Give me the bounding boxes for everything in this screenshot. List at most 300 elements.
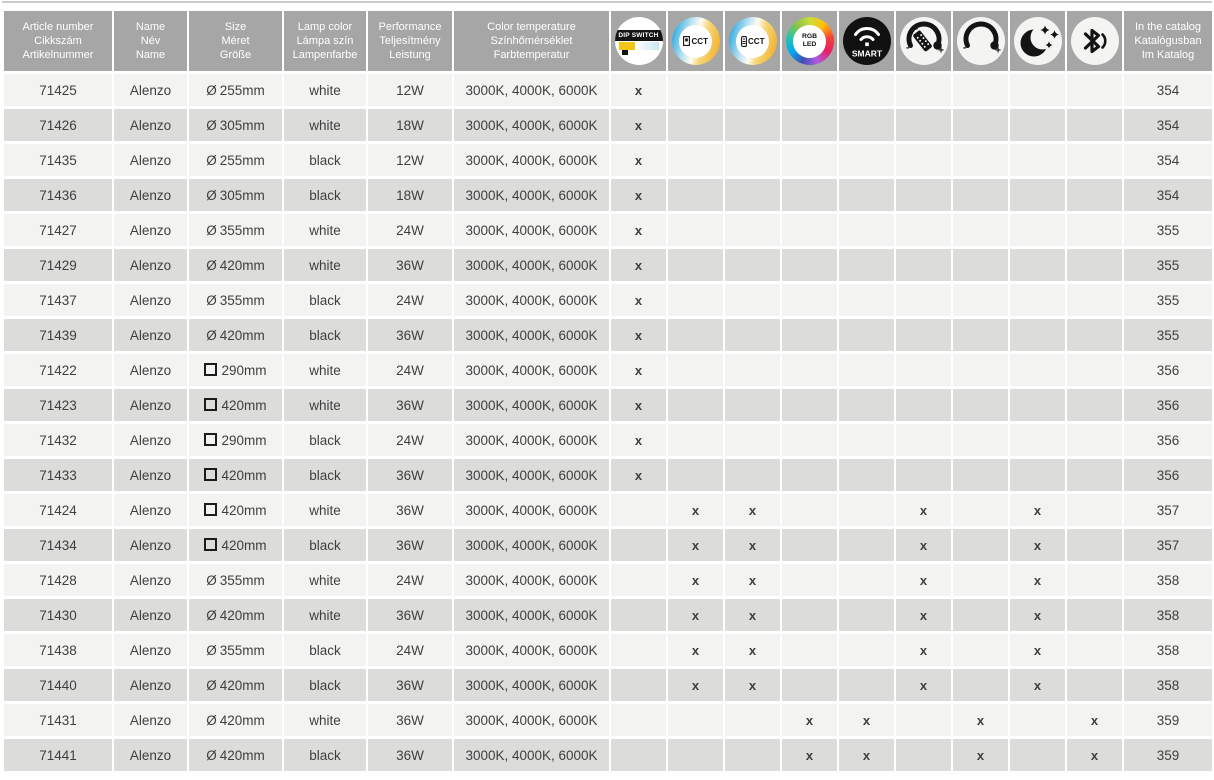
catalog-page-cell: 355 xyxy=(1124,249,1212,281)
dip-switch-icon: DIP SWITCH xyxy=(615,17,663,65)
column-header-lamp_color: Lamp color Lámpa szín Lampenfarbe xyxy=(284,11,366,71)
feature-cell-dip_switch xyxy=(611,599,666,631)
performance-cell: 36W xyxy=(368,704,452,736)
diameter-symbol: Ø xyxy=(206,117,217,133)
table-row xyxy=(4,144,1212,176)
feature-cell-cct_wall_switch xyxy=(668,109,723,141)
feature-mark-dip_switch: x xyxy=(611,459,666,491)
table-row xyxy=(4,74,1212,106)
feature-cell-night_light xyxy=(1010,284,1065,316)
feature-cell-cct_wall_switch xyxy=(668,459,723,491)
feature-cell-dimming xyxy=(953,249,1008,281)
size-cell: 420mm xyxy=(189,459,282,491)
feature-cell-rgb_led xyxy=(782,424,837,456)
table-row xyxy=(4,529,1212,561)
feature-cell-night_light xyxy=(1010,249,1065,281)
product-table xyxy=(2,8,1214,774)
feature-cell-cct_remote xyxy=(725,424,780,456)
feature-cell-night_light xyxy=(1010,74,1065,106)
article-number-cell: 71422 xyxy=(4,354,112,386)
feature-cell-dimming xyxy=(953,109,1008,141)
feature-cell-cct_wall_switch xyxy=(668,424,723,456)
product-name-cell: Alenzo xyxy=(114,354,187,386)
diameter-symbol: Ø xyxy=(206,572,217,588)
feature-cell-bluetooth xyxy=(1067,319,1122,351)
lamp-color-cell: black xyxy=(284,284,366,316)
feature-cell-cct_wall_switch xyxy=(668,284,723,316)
diameter-symbol: Ø xyxy=(206,187,217,203)
size-cell: Ø 420mm xyxy=(189,319,282,351)
product-name-cell: Alenzo xyxy=(114,179,187,211)
feature-mark-cct_remote: x xyxy=(725,494,780,526)
square-shape-icon xyxy=(204,503,217,516)
size-cell: Ø 355mm xyxy=(189,284,282,316)
catalog-page-cell: 355 xyxy=(1124,284,1212,316)
feature-mark-cct_remote: x xyxy=(725,599,780,631)
catalog-page-cell: 354 xyxy=(1124,144,1212,176)
article-number-cell: 71423 xyxy=(4,389,112,421)
diameter-symbol: Ø xyxy=(206,607,217,623)
column-header-cct_remote xyxy=(725,11,780,71)
color-temperature-cell: 3000K, 4000K, 6000K xyxy=(454,424,609,456)
size-cell: 290mm xyxy=(189,424,282,456)
remote-dimmer-icon xyxy=(900,17,948,65)
color-temperature-cell: 3000K, 4000K, 6000K xyxy=(454,389,609,421)
feature-cell-rgb_led xyxy=(782,529,837,561)
feature-cell-night_light xyxy=(1010,214,1065,246)
feature-cell-smart xyxy=(839,249,894,281)
smart-wifi-icon xyxy=(843,17,891,65)
performance-cell: 36W xyxy=(368,739,452,771)
product-name-cell: Alenzo xyxy=(114,634,187,666)
size-cell: Ø 420mm xyxy=(189,249,282,281)
feature-cell-dimming xyxy=(953,424,1008,456)
color-temperature-cell: 3000K, 4000K, 6000K xyxy=(454,319,609,351)
lamp-color-cell: white xyxy=(284,599,366,631)
feature-cell-cct_remote xyxy=(725,249,780,281)
article-number-cell: 71429 xyxy=(4,249,112,281)
feature-cell-bluetooth xyxy=(1067,249,1122,281)
feature-mark-dip_switch: x xyxy=(611,249,666,281)
feature-mark-remote_dimming: x xyxy=(896,494,951,526)
feature-mark-night_light: x xyxy=(1010,529,1065,561)
performance-cell: 36W xyxy=(368,599,452,631)
performance-cell: 18W xyxy=(368,179,452,211)
feature-mark-dip_switch: x xyxy=(611,284,666,316)
feature-cell-dimming xyxy=(953,74,1008,106)
table-body xyxy=(4,74,1212,771)
feature-mark-night_light: x xyxy=(1010,669,1065,701)
feature-cell-dip_switch xyxy=(611,494,666,526)
diameter-symbol: Ø xyxy=(206,642,217,658)
article-number-cell: 71437 xyxy=(4,284,112,316)
color-temperature-cell: 3000K, 4000K, 6000K xyxy=(454,739,609,771)
square-shape-icon xyxy=(204,433,217,446)
color-temperature-cell: 3000K, 4000K, 6000K xyxy=(454,494,609,526)
feature-mark-dip_switch: x xyxy=(611,109,666,141)
feature-cell-bluetooth xyxy=(1067,214,1122,246)
size-cell: Ø 255mm xyxy=(189,144,282,176)
lamp-color-cell: white xyxy=(284,109,366,141)
feature-cell-bluetooth xyxy=(1067,144,1122,176)
color-temperature-cell: 3000K, 4000K, 6000K xyxy=(454,214,609,246)
feature-cell-dimming xyxy=(953,494,1008,526)
diameter-symbol: Ø xyxy=(206,82,217,98)
feature-cell-dip_switch xyxy=(611,704,666,736)
feature-cell-cct_wall_switch xyxy=(668,319,723,351)
lamp-color-cell: black xyxy=(284,144,366,176)
table-row xyxy=(4,354,1212,386)
catalog-page-cell: 356 xyxy=(1124,459,1212,491)
diameter-symbol: Ø xyxy=(206,327,217,343)
feature-mark-dip_switch: x xyxy=(611,214,666,246)
feature-cell-dimming xyxy=(953,564,1008,596)
column-header-night_light xyxy=(1010,11,1065,71)
diameter-symbol: Ø xyxy=(206,747,217,763)
feature-mark-dimming: x xyxy=(953,739,1008,771)
performance-cell: 24W xyxy=(368,424,452,456)
feature-cell-smart xyxy=(839,634,894,666)
feature-cell-cct_remote xyxy=(725,389,780,421)
feature-cell-cct_remote xyxy=(725,179,780,211)
feature-mark-cct_remote: x xyxy=(725,634,780,666)
column-header-dip_switch xyxy=(611,11,666,71)
feature-mark-cct_wall_switch: x xyxy=(668,564,723,596)
top-divider xyxy=(2,1,1212,3)
feature-mark-cct_wall_switch: x xyxy=(668,599,723,631)
lamp-color-cell: black xyxy=(284,669,366,701)
article-number-cell: 71424 xyxy=(4,494,112,526)
size-cell: 290mm xyxy=(189,354,282,386)
feature-cell-night_light xyxy=(1010,144,1065,176)
feature-cell-bluetooth xyxy=(1067,599,1122,631)
catalog-page-cell: 355 xyxy=(1124,214,1212,246)
diameter-symbol: Ø xyxy=(206,712,217,728)
svg-text:-: - xyxy=(962,42,966,54)
feature-mark-smart: x xyxy=(839,739,894,771)
feature-cell-bluetooth xyxy=(1067,494,1122,526)
feature-cell-remote_dimming xyxy=(896,249,951,281)
column-header-dimming xyxy=(953,11,1008,71)
feature-mark-dip_switch: x xyxy=(611,424,666,456)
svg-text:SMART: SMART xyxy=(851,48,882,59)
feature-cell-dip_switch xyxy=(611,669,666,701)
diameter-symbol: Ø xyxy=(206,292,217,308)
feature-cell-bluetooth xyxy=(1067,529,1122,561)
feature-cell-dip_switch xyxy=(611,529,666,561)
feature-cell-cct_remote xyxy=(725,459,780,491)
article-number-cell: 71439 xyxy=(4,319,112,351)
feature-cell-cct_wall_switch xyxy=(668,214,723,246)
feature-cell-dimming xyxy=(953,634,1008,666)
article-number-cell: 71436 xyxy=(4,179,112,211)
feature-cell-bluetooth xyxy=(1067,669,1122,701)
feature-cell-smart xyxy=(839,564,894,596)
feature-cell-dimming xyxy=(953,214,1008,246)
feature-cell-smart xyxy=(839,389,894,421)
feature-cell-cct_remote xyxy=(725,109,780,141)
feature-cell-rgb_led xyxy=(782,669,837,701)
feature-cell-remote_dimming xyxy=(896,74,951,106)
feature-cell-rgb_led xyxy=(782,179,837,211)
color-temperature-cell: 3000K, 4000K, 6000K xyxy=(454,109,609,141)
performance-cell: 36W xyxy=(368,494,452,526)
diameter-symbol: Ø xyxy=(206,222,217,238)
feature-cell-dimming xyxy=(953,529,1008,561)
catalog-page-cell: 356 xyxy=(1124,424,1212,456)
performance-cell: 24W xyxy=(368,214,452,246)
color-temperature-cell: 3000K, 4000K, 6000K xyxy=(454,284,609,316)
performance-cell: 36W xyxy=(368,669,452,701)
table-header xyxy=(4,11,1212,71)
feature-cell-cct_wall_switch xyxy=(668,74,723,106)
performance-cell: 12W xyxy=(368,74,452,106)
catalog-page-cell: 358 xyxy=(1124,669,1212,701)
feature-mark-dip_switch: x xyxy=(611,74,666,106)
performance-cell: 24W xyxy=(368,354,452,386)
feature-cell-remote_dimming xyxy=(896,459,951,491)
feature-cell-remote_dimming xyxy=(896,704,951,736)
svg-text:-: - xyxy=(905,42,909,54)
article-number-cell: 71430 xyxy=(4,599,112,631)
feature-cell-night_light xyxy=(1010,424,1065,456)
feature-mark-remote_dimming: x xyxy=(896,529,951,561)
feature-cell-smart xyxy=(839,284,894,316)
lamp-color-cell: white xyxy=(284,74,366,106)
feature-cell-rgb_led xyxy=(782,354,837,386)
feature-mark-cct_remote: x xyxy=(725,529,780,561)
performance-cell: 24W xyxy=(368,564,452,596)
feature-cell-remote_dimming xyxy=(896,354,951,386)
feature-cell-bluetooth xyxy=(1067,354,1122,386)
product-name-cell: Alenzo xyxy=(114,74,187,106)
feature-cell-bluetooth xyxy=(1067,634,1122,666)
feature-cell-cct_wall_switch xyxy=(668,179,723,211)
table-row xyxy=(4,214,1212,246)
lamp-color-cell: black xyxy=(284,179,366,211)
product-name-cell: Alenzo xyxy=(114,389,187,421)
color-temperature-cell: 3000K, 4000K, 6000K xyxy=(454,74,609,106)
article-number-cell: 71432 xyxy=(4,424,112,456)
table-row xyxy=(4,179,1212,211)
performance-cell: 24W xyxy=(368,634,452,666)
article-number-cell: 71426 xyxy=(4,109,112,141)
cct-wall-switch-icon: CCT xyxy=(672,17,720,65)
feature-cell-night_light xyxy=(1010,319,1065,351)
feature-mark-dip_switch: x xyxy=(611,179,666,211)
article-number-cell: 71428 xyxy=(4,564,112,596)
feature-cell-rgb_led xyxy=(782,319,837,351)
feature-cell-night_light xyxy=(1010,109,1065,141)
feature-cell-rgb_led xyxy=(782,74,837,106)
feature-cell-smart xyxy=(839,459,894,491)
feature-mark-remote_dimming: x xyxy=(896,564,951,596)
feature-cell-cct_wall_switch xyxy=(668,704,723,736)
rgb-led-icon: RGB LED xyxy=(786,17,834,65)
feature-cell-cct_remote xyxy=(725,354,780,386)
feature-cell-cct_remote xyxy=(725,214,780,246)
table-row xyxy=(4,459,1212,491)
column-header-name: Name Név Name xyxy=(114,11,187,71)
feature-cell-dimming xyxy=(953,319,1008,351)
performance-cell: 36W xyxy=(368,389,452,421)
color-temperature-cell: 3000K, 4000K, 6000K xyxy=(454,459,609,491)
catalog-page-cell: 358 xyxy=(1124,634,1212,666)
feature-cell-dimming xyxy=(953,284,1008,316)
lamp-color-cell: black xyxy=(284,634,366,666)
performance-cell: 18W xyxy=(368,109,452,141)
article-number-cell: 71425 xyxy=(4,74,112,106)
feature-cell-cct_remote xyxy=(725,284,780,316)
color-temperature-cell: 3000K, 4000K, 6000K xyxy=(454,669,609,701)
column-header-size: Size Méret Größe xyxy=(189,11,282,71)
feature-cell-night_light xyxy=(1010,179,1065,211)
svg-text:+: + xyxy=(994,45,1001,57)
table-row xyxy=(4,634,1212,666)
lamp-color-cell: black xyxy=(284,739,366,771)
feature-cell-remote_dimming xyxy=(896,109,951,141)
feature-mark-night_light: x xyxy=(1010,494,1065,526)
cct-remote-icon: CCT xyxy=(729,17,777,65)
color-temperature-cell: 3000K, 4000K, 6000K xyxy=(454,144,609,176)
column-header-bluetooth xyxy=(1067,11,1122,71)
lamp-color-cell: black xyxy=(284,319,366,351)
size-cell: Ø 255mm xyxy=(189,74,282,106)
feature-mark-bluetooth: x xyxy=(1067,739,1122,771)
lamp-color-cell: white xyxy=(284,249,366,281)
column-header-catalog: In the catalog Katalógusban Im Katalog xyxy=(1124,11,1212,71)
feature-mark-smart: x xyxy=(839,704,894,736)
performance-cell: 24W xyxy=(368,284,452,316)
feature-cell-smart xyxy=(839,424,894,456)
size-cell: Ø 305mm xyxy=(189,179,282,211)
article-number-cell: 71440 xyxy=(4,669,112,701)
feature-cell-smart xyxy=(839,144,894,176)
feature-cell-rgb_led xyxy=(782,109,837,141)
column-header-rgb_led xyxy=(782,11,837,71)
feature-cell-rgb_led xyxy=(782,214,837,246)
lamp-color-cell: black xyxy=(284,529,366,561)
feature-cell-dimming xyxy=(953,354,1008,386)
size-cell: Ø 420mm xyxy=(189,599,282,631)
feature-cell-dimming xyxy=(953,669,1008,701)
color-temperature-cell: 3000K, 4000K, 6000K xyxy=(454,179,609,211)
feature-mark-cct_remote: x xyxy=(725,669,780,701)
feature-cell-cct_remote xyxy=(725,74,780,106)
square-shape-icon xyxy=(204,468,217,481)
table-row xyxy=(4,424,1212,456)
feature-cell-bluetooth xyxy=(1067,424,1122,456)
feature-mark-rgb_led: x xyxy=(782,739,837,771)
feature-cell-cct_wall_switch xyxy=(668,389,723,421)
article-number-cell: 71434 xyxy=(4,529,112,561)
feature-cell-smart xyxy=(839,109,894,141)
feature-cell-smart xyxy=(839,494,894,526)
article-number-cell: 71441 xyxy=(4,739,112,771)
feature-cell-dimming xyxy=(953,459,1008,491)
feature-cell-night_light xyxy=(1010,354,1065,386)
lamp-color-cell: black xyxy=(284,459,366,491)
table-row xyxy=(4,284,1212,316)
feature-cell-night_light xyxy=(1010,389,1065,421)
feature-mark-dip_switch: x xyxy=(611,354,666,386)
feature-cell-dimming xyxy=(953,144,1008,176)
square-shape-icon xyxy=(204,398,217,411)
feature-cell-cct_remote xyxy=(725,319,780,351)
table-row xyxy=(4,494,1212,526)
performance-cell: 36W xyxy=(368,319,452,351)
feature-cell-rgb_led xyxy=(782,144,837,176)
catalog-page-cell: 357 xyxy=(1124,529,1212,561)
feature-cell-bluetooth xyxy=(1067,564,1122,596)
feature-cell-smart xyxy=(839,74,894,106)
article-number-cell: 71427 xyxy=(4,214,112,246)
table-row xyxy=(4,319,1212,351)
feature-mark-remote_dimming: x xyxy=(896,599,951,631)
catalog-page-cell: 354 xyxy=(1124,74,1212,106)
square-shape-icon xyxy=(204,538,217,551)
feature-mark-night_light: x xyxy=(1010,599,1065,631)
lamp-color-cell: white xyxy=(284,389,366,421)
catalog-page-cell: 356 xyxy=(1124,354,1212,386)
feature-mark-bluetooth: x xyxy=(1067,704,1122,736)
feature-cell-remote_dimming xyxy=(896,214,951,246)
feature-cell-bluetooth xyxy=(1067,179,1122,211)
feature-cell-smart xyxy=(839,669,894,701)
feature-cell-rgb_led xyxy=(782,599,837,631)
feature-mark-cct_wall_switch: x xyxy=(668,669,723,701)
feature-cell-cct_remote xyxy=(725,144,780,176)
product-name-cell: Alenzo xyxy=(114,249,187,281)
feature-cell-dimming xyxy=(953,599,1008,631)
table-row xyxy=(4,109,1212,141)
catalog-page-cell: 359 xyxy=(1124,704,1212,736)
catalog-page-cell: 355 xyxy=(1124,319,1212,351)
article-number-cell: 71438 xyxy=(4,634,112,666)
feature-cell-smart xyxy=(839,319,894,351)
table-row xyxy=(4,599,1212,631)
product-name-cell: Alenzo xyxy=(114,494,187,526)
feature-mark-cct_remote: x xyxy=(725,564,780,596)
size-cell: Ø 420mm xyxy=(189,669,282,701)
feature-cell-smart xyxy=(839,179,894,211)
size-cell: 420mm xyxy=(189,529,282,561)
performance-cell: 36W xyxy=(368,249,452,281)
feature-cell-rgb_led xyxy=(782,634,837,666)
feature-cell-smart xyxy=(839,354,894,386)
feature-cell-remote_dimming xyxy=(896,284,951,316)
bluetooth-icon xyxy=(1071,17,1119,65)
feature-cell-cct_remote xyxy=(725,739,780,771)
feature-mark-dip_switch: x xyxy=(611,389,666,421)
feature-cell-cct_remote xyxy=(725,704,780,736)
article-number-cell: 71435 xyxy=(4,144,112,176)
feature-cell-cct_wall_switch xyxy=(668,144,723,176)
night-light-icon xyxy=(1014,17,1062,65)
feature-mark-dip_switch: x xyxy=(611,319,666,351)
column-header-cct_wall_switch xyxy=(668,11,723,71)
size-cell: 420mm xyxy=(189,389,282,421)
size-cell: Ø 420mm xyxy=(189,739,282,771)
article-number-cell: 71433 xyxy=(4,459,112,491)
product-name-cell: Alenzo xyxy=(114,214,187,246)
feature-cell-rgb_led xyxy=(782,284,837,316)
feature-mark-dip_switch: x xyxy=(611,144,666,176)
column-header-smart xyxy=(839,11,894,71)
color-temperature-cell: 3000K, 4000K, 6000K xyxy=(454,564,609,596)
column-header-color_temperature: Color temperature Színhőmérséklet Farbtemperatur xyxy=(454,11,609,71)
feature-cell-smart xyxy=(839,599,894,631)
